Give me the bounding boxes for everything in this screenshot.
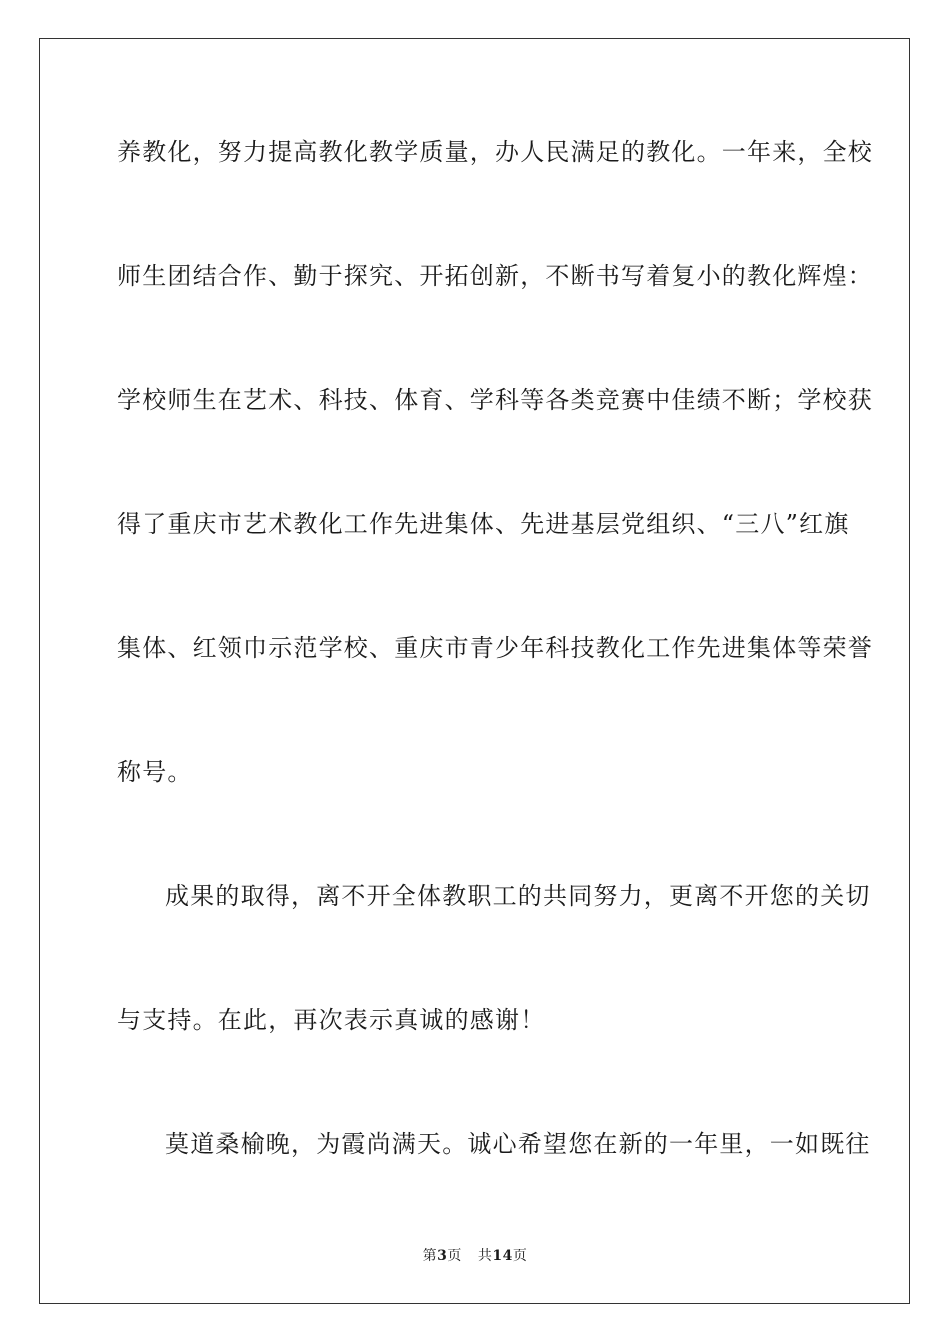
paragraph-line: 成果的取得，离不开全体教职工的共同努力，更离不开您的关切 [165,882,871,910]
paragraph-line: 学校师生在艺术、科技、体育、学科等各类竞赛中佳绩不断；学校获 [117,386,873,414]
paragraph-line: 集体、红领巾示范学校、重庆市青少年科技教化工作先进集体等荣誉 [117,634,873,662]
paragraph-line: 莫道桑榆晚，为霞尚满天。诚心希望您在新的一年里，一如既往 [165,1130,871,1158]
page-suffix: 页 [447,1248,462,1264]
total-prefix: 共 [477,1248,493,1264]
paragraph-line: 得了重庆市艺术教化工作先进集体、先进基层党组织、“三八”红旗 [117,510,850,538]
paragraph-line: 师生团结合作、勤于探究、开拓创新，不断书写着复小的教化辉煌： [117,262,873,290]
current-page-number: 3 [437,1248,448,1264]
page-footer [0,1246,950,1266]
total-suffix: 页 [512,1248,528,1264]
total-page-number: 14 [492,1248,513,1264]
paragraph-line: 称号。 [117,758,193,786]
page-prefix: 第 [422,1248,438,1264]
page-frame [39,38,910,1304]
paragraph-line: 养教化，努力提高教化教学质量，办人民满足的教化。一年来，全校 [117,138,873,166]
paragraph-line: 与支持。在此，再次表示真诚的感谢！ [117,1006,546,1034]
